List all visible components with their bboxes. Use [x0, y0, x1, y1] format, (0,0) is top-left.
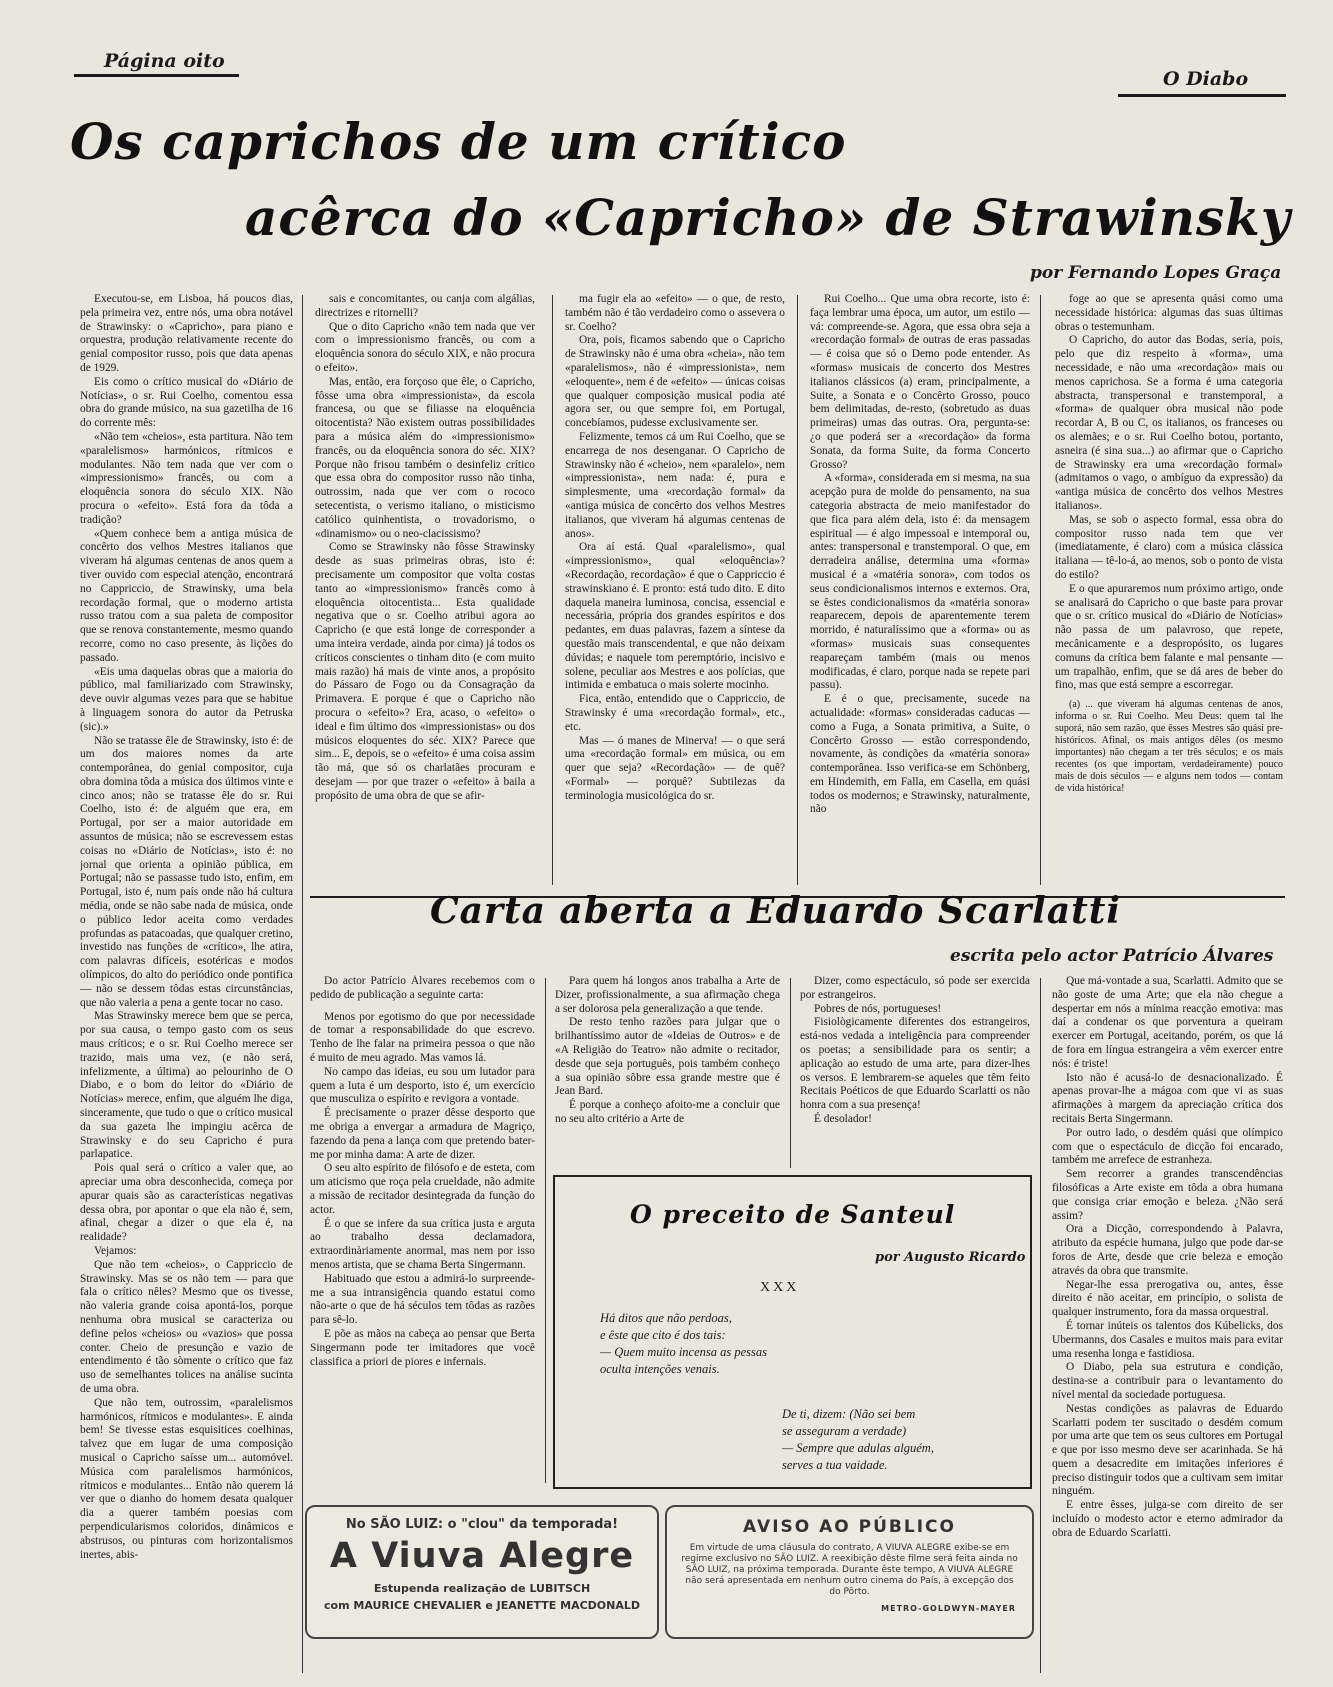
column-rule [545, 978, 546, 1483]
column-rule [1040, 978, 1041, 1673]
letter-column-3 [800, 975, 1030, 1165]
paragraph: Sem recorrer a grandes transcendências filosóficas a Arte existe em tôda a obra humana que consiga criar emoção e beleza. ¿Não será assim? [1052, 1168, 1283, 1222]
poem-byline: por Augusto Ricardo [875, 1250, 1026, 1265]
paragraph: Fica, então, entendido que o Cappriccio, de Strawinsky é uma «recordação formal», etc., etc. [565, 693, 785, 733]
paragraph: E o que apuraremos num próximo artigo, onde se analisará do Capricho o que baste para provar que o sr. crítico musical do «Diário de Notícias» não passa de um palavroso, que repete, mecânicamente e a despropósito, os lugares comuns da crítica bem falante e mal pensante — um trapalhão, enfim, que se dá ares de beber do fino, mas que está sempre a escorregar. [1055, 582, 1283, 692]
paragraph: De resto tenho razões para julgar que o brilhantíssimo autor de «Ideias de Outros» e de «A Religião do Teatro» não admite o recitador, desde que seja português, pois também conheço a sua opinião sôbre essa grande mestre que é Jean Bard. [555, 1016, 780, 1098]
article-title-line2: acêrca do «Capricho» de Strawinsky [245, 188, 1291, 247]
paragraph: Que não tem, outrossim, «paralelismos harmónicos, rítmicos e modulantes». E ainda bem! Se tivesse estas esquisitices coelhinas, talvez que em lugar de uma composição musical o Capricho saísse um... automóvel. Música com paralelismos harmónicos, rítmicos e modulantes... Então não querem lá ver que o dianho do homem desata qualquer dia a querer também poesias com perpendicularismos coloridos, dinâmicos e abstrusos, ou pinturas com horizontalismos inertes, abis- [80, 1396, 293, 1561]
paragraph: Isto não é acusá-lo de desnacionalizado. É apenas provar-lhe a mágoa com que vi as suas afirmações à margem da apreciação crítica dos recitais Berta Singermann. [1052, 1071, 1283, 1125]
letter-byline: escrita pelo actor Patrício Álvares [950, 946, 1274, 966]
paragraph: «Quem conhece bem a antiga música de concêrto dos velhos Mestres italianos que viveram há algumas centenas de anos quem a tiver ouvido com especial atenção, encontrará no Cappriccio, de Strawinsky, uma bela recordação formal, que o moderno artista russo tratou com a sua paleta de compositor que se renova constantemente, mesmo quando recorre, como no caso presente, às lições do passado. [80, 527, 293, 664]
paragraph: É o que se infere da sua crítica justa e arguta ao trabalho dessa declamadora, extraordinàriamente anormal, mas nem por isso menos artista, que se chama Berta Singermann. [310, 1217, 535, 1271]
paragraph: O Capricho, do autor das Bodas, seria, pois, pelo que diz respeito à «forma», uma necessidade, e não uma «recordação» mais ou menos caprichosa. Se a forma é uma categoria abstracta, transpersonal e transtemporal, a «forma» de qualquer obra musical não pode recordar A, B ou C, os italianos, os franceses ou os alemães; e o sr. Rui Coelho botou, portanto, asneira (é sina sua...) ao afirmar que o Capricho de Strawinsky era uma «recordação formal» (admitamos o vago, o ambíguo da expressão) da «antiga música de concêrto dos velhos Mestres italianos». [1055, 334, 1283, 512]
ad-director: Estupenda realização de LUBITSCH [373, 1582, 591, 1595]
paragraph: Para quem há longos anos trabalha a Arte de Dizer, profissionalmente, a sua afirmação chega a ser dolorosa pela generalização a que tende. [555, 975, 780, 1015]
column-rule [790, 978, 791, 1168]
column-rule [1040, 295, 1041, 885]
ad-aviso-publico [665, 1505, 1034, 1639]
ad-tagline: No SÃO LUIZ: o "clou" da temporada! [345, 1517, 619, 1532]
article-title-line1: Os caprichos de um crítico [70, 112, 847, 171]
column-rule [797, 295, 798, 885]
paragraph: «Não tem «cheios», esta partitura. Não tem «paralelismos» harmónicos, rítmicos e modulantes. Não tem nada que ver com o «impressionismo» francês, ou com a eloquência sonora do século XIX. Não procura o «efeito». Está fora da tôda a tradição? [80, 430, 293, 526]
paragraph: Mas Strawinsky merece bem que se perca, por sua causa, o tempo gasto com os seus maus críticos; e o sr. Rui Coelho merece ser trazido, mais uma vez, (e não será, infelizmente, a última) ao pelourinho de O Diabo, e o bom do leitor do «Diário de Notícias» merece, enfim, que alguém lhe diga, sinceramente, que tudo o que o crítico musical da sua gazeta lhe impingiu acêrca de Strawinsky e do seu Capricho é pura parlapatice. [80, 1010, 293, 1161]
paragraph: Habituado que estou a admirá-lo surpreende-me a sua intransigência quando estatui como não-arte o que de há séculos tem tôdas as razões para sê-lo. [310, 1272, 535, 1327]
paragraph: Fisiològicamente diferentes dos estrangeiros, está-nos vedada a inteligência para compreender os poetas; a sensibilidade para os sentir; a aplicação ao estudo de uma arte, para dizer-lhes os versos. E lembrarem-se aqueles que têm feito Recitais Poéticos de que Eduardo Scarlatti os não honra com a sua presença! [800, 1016, 1030, 1112]
poem-stanza-2: De ti, dizem: (Não sei bem se asseguram a verdade) — Sempre que adulas alguém, serves a tua vaidade. [782, 1407, 934, 1472]
paragraph: E põe as mãos na cabeça ao pensar que Berta Singermann pode ter imitadores que você classifica a priori de piores e infernais. [310, 1327, 535, 1368]
notice-body: Em virtude de uma cláusula do contrato, A VIUVA ALEGRE exibe-se em regime exclusivo no SÃO LUIZ. A reexibição dêste filme será feita ainda no SÃO LUIZ, na próxima temporada. Durante êste tempo, A VIUVA ALEGRE não será apresentada em nenhum outro cinema do País, à excepção dos do Pôrto. [681, 1543, 1018, 1597]
paper-name: O Diabo [1163, 68, 1249, 90]
paragraph: Que má-vontade a sua, Scarlatti. Admito que se não goste de uma Arte; que ela não chegue a despertar em nós a mínima reacção emotiva: mas daí a condenar os que porventura a queiram exercer em Portugal, aceitando, porém, os que lá de fora em língua estrangeira a vêm exercer entre nós: é triste! [1052, 975, 1283, 1070]
column-rule [552, 295, 553, 885]
paragraph: O seu alto espírito de filósofo e de esteta, com um aticismo que roça pela crueldade, não admite a missão de recitador desintegrada da função do actor. [310, 1162, 535, 1216]
paragraph: Por outro lado, o desdém quási que olímpico com que o espectáculo de dicção foi encarado, também me arrefece de estranheza. [1052, 1126, 1283, 1167]
poem-stanza-1: Há ditos que não perdoas, e êste que cito é dos tais: — Quem muito incensa as pessas oculta intenções venais. [600, 1311, 768, 1376]
paragraph: Dizer, como espectáculo, só pode ser exercida por estrangeiros. [800, 975, 1030, 1001]
article1-column-3 [565, 293, 785, 883]
paragraph: É porque a conheço afoito-me a concluir que no seu alto critério a Arte de [555, 1099, 780, 1125]
letter-title: Carta aberta a Eduardo Scarlatti [430, 890, 1122, 932]
header-rule-left [74, 74, 239, 77]
poem-title: O preceito de Santeul [630, 1200, 956, 1229]
paragraph: Que o dito Capricho «não tem nada que ver com o impressionismo francês, ou com a eloquência sonora do século XIX, e não procura o efeito». [315, 320, 535, 374]
paragraph: E é o que, precisamente, sucede na actualidade: «formas» consideradas caducas — como a Fuga, a Sonata primitiva, a Suite, o Concêrto Grosso — estão correspondendo, novamente, às condições da «matéria sonora» contemporânea. Isso verifica-se em Schönberg, em Hindemith, em Falla, em Casella, em quási todos os modernos; e Strawinsky, naturalmente, não [810, 693, 1030, 816]
footnote: (a) ... que viveram há algumas centenas de anos, informa o sr. Rui Coelho. Meu Deus: quem tal lhe suporá, não sem razão, que êsses Mestres são quási pre-históricos. Afinal, os mais antigos dêles (os mesmo importantes) não chegam a ter três séculos; e os mais recentes (os que importam, verdadeiramente) pouco mais de dois séculos — e alguns nem todos — contam de vida histórica! [1055, 699, 1283, 795]
letter-column-1 [310, 975, 535, 1485]
paragraph-list [80, 293, 293, 1562]
article1-column-1 [80, 293, 293, 1673]
paragraph: Pobres de nós, portugueses! [814, 1002, 942, 1015]
paragraph: Nestas condições as palavras de Eduardo Scarlatti podem ter suscitado o desdém comum por uma arte que tem os seus cultores em Portugal e que por isso mesmo deve ser acarinhada. Se há quem a desacredite em imitações inferiores é preciso distinguir todos que a cultivam sem imitar ninguém. [1052, 1402, 1283, 1498]
paragraph: sais e concomitantes, ou canja com algálias, directrizes e ritornelli? [315, 293, 535, 319]
paragraph: Rui Coelho... Que uma obra recorte, isto é: faça lembrar uma época, um autor, um estilo — vá: compreende-se. Agora, que essa obra seja a «recordação formal» de outras de eras passadas — é coisa que só o Demo pode entender. As «formas» musicais de concerto dos Mestres italianos clássicos (a) eram, principalmente, a Suite, a Sonata e o Concêrto Grosso, pouco bem delimitadas, de-resto, (sobretudo as duas primeiras) umas das outras. Ora, pergunta-se: ¿o que poderá ser a «recordação» da forma Sonata, da forma Suite, da forma Concerto Grosso? [810, 293, 1030, 471]
paragraph: Felizmente, temos cá um Rui Coelho, que se encarrega de nos desenganar. O Capricho de Strawinsky não é «cheio», nem «paralelo», nem «impressionista», nem nada: é, pura e simplesmente, uma «recordação formal» da «antiga música de concêrto dos velhos Mestres italianos, que viveram há algumas centenas de anos». [565, 430, 785, 540]
paragraph: E entre êsses, julga-se com direito de ser incluído o modesto actor e eterno admirador da obra de Eduardo Scarlatti. [1052, 1499, 1283, 1539]
paragraph: No campo das ideias, eu sou um lutador para quem a luta é um desporto, isto é, um exercício que musculiza o espírito e revigora a vontade. [310, 1065, 535, 1106]
poem-section: XXX [760, 1280, 800, 1295]
article1-column-4 [810, 293, 1030, 883]
paragraph: Negar-lhe essa prerogativa ou, antes, êsse direito é não aceitar, em princípio, o solista de qualquer instrumento, fora da massa orquestral. [1052, 1278, 1283, 1319]
paragraph: É precisamente o prazer dêsse desporto que me obriga a envergar a armadura de Magriço, fazendo da pena a lança com que pretendo bater-me por minha dama: A arte de dizer. [310, 1107, 535, 1161]
paragraph: Ora a Dicção, correspondendo à Palavra, atributo da espécie humana, julgo que pode dar-se foros de Arte, desde que crie beleza e emoção através da obra que transmite. [1052, 1223, 1283, 1277]
article1-column-2 [315, 293, 535, 883]
paragraph: É tornar inúteis os talentos dos Kúbelicks, dos Ubermanns, dos Casales e muitos mais para evitar uma resenha longa e fastidiosa. [1052, 1319, 1283, 1360]
paragraph: Mas, se sob o aspecto formal, essa obra do compositor russo nada tem que ver (imediatamente, é claro) com a música clássica italiana — tê-lo-á, ao menos, sob o ponto de vista do estilo? [1055, 513, 1283, 581]
ad-film-title: A Viuva Alegre [329, 1536, 635, 1576]
notice-title: AVISO AO PÚBLICO [743, 1517, 956, 1537]
letter-column-4 [1052, 975, 1283, 1675]
ad-cast: com MAURICE CHEVALIER e JEANETTE MACDONALD [324, 1599, 640, 1612]
paragraph: O Diabo, pela sua estrutura e condição, destina-se a contribuir para o levantamento do nível mental da sociedade portuguesa. [1052, 1361, 1283, 1401]
paragraph: Do actor Patrício Álvares recebemos com o pedido de publicação a seguinte carta: [310, 975, 535, 1001]
paragraph: Vejamos: [94, 1244, 137, 1257]
ad-viuva-alegre [305, 1505, 659, 1639]
header-rule-right [1118, 94, 1286, 97]
letter-column-2 [555, 975, 780, 1165]
paragraph: Pois qual será o crítico a valer que, ao apreciar uma obra desconhecida, começa por apurar quais são as características negativas dessa obra, por apontar o que ela não é, sem, afinal, chegar a dizer o que ela é, na realidade? [80, 1162, 293, 1244]
notice-footer: METRO-GOLDWYN-MAYER [881, 1604, 1016, 1613]
paragraph: foge ao que se apresenta quási como uma necessidade histórica: algumas das suas últimas obras o testemunham. [1055, 293, 1283, 333]
paragraph: Menos por egotismo do que por necessidade de tomar a responsabilidade do que escrevo. Tenho de lhe falar na primeira pessoa o que não é muito de meu agrado. Mas vamos lá. [310, 1010, 535, 1064]
article-byline: por Fernando Lopes Graça [1030, 263, 1282, 283]
paragraph: Não se tratasse êle de Strawinsky, isto é: de um dos maiores nomes da arte contemporânea, do genial compositor, cuja obra domina tôda a música dos últimos vinte e cinco anos; não se tratasse êle do sr. Rui Coelho, isto é: de alguém que era, em Portugal, por ser a maior autoridade em assuntos de música; não se escrevessem estas coisas no «Diário de Notícias», isto é: no jornal que orienta a opinião pública, em Portugal; não se passasse tudo isto, enfim, em Portugal, isto é, num país onde não há cultura média, onde se não sabe nada de música, onde o público ledor aceita como verdades profundas as patacoadas, que qualquer cretino, investido nas funções de «crítico», lhe atira, com palavras difíceis, esotéricas e modos olímpicos, do alto do periódico onde pontifica — não se dessem tôdas estas circunstâncias, que não valeria a pena a gente tocar no caso. [80, 734, 293, 1009]
paragraph: Eis como o crítico musical do «Diário de Notícias», o sr. Rui Coelho, comentou essa obra do grande músico, na sua gazetilha de 16 do corrente mês: [80, 375, 293, 430]
paragraph: Executou-se, em Lisboa, há poucos dias, pela primeira vez, entre nós, uma obra notável de Strawinsky: o «Capricho», para piano e orquestra, produção relativamente recente do genial compositor russo, pois que data apenas de 1929. [80, 293, 293, 374]
paragraph: Mas — ó manes de Minerva! — o que será uma «recordação formal» em música, ou em quer que seja? «Recordação» — de quê? «Formal» — porquê? Subtilezas da terminologia musicológica do sr. [565, 734, 785, 802]
paragraph: Ora aí está. Qual «paralelismo», qual «impressionismo», qual «eloquência»? «Recordação, recordação» é que o Cappriccio é strawinskiano é. E pronto: está tudo dito. E dito daquela maneira luminosa, concisa, essencial e necessária, própria dos grandes espíritos e dos pedantes, em duas palavras, fazem a síntese da questão mais transcendental, e que não deixam dúvidas; e naquele tom peremptório, incisivo e solene, peculiar aos Mestres e aos polícias, que intimida e embatuca o mais solerte mocinho. [565, 541, 785, 692]
paragraph: Que não tem «cheios», o Cappriccio de Strawinsky. Mas se os não tem — para que fala o crítico nêles? Mesmo que os tivesse, não valeria grande coisa apontá-los, porque nenhuma obra musical se caracteriza ou define pelos «cheios» ou «vazios» que possa conter. Cheio de presunção e vazio de entendimento é tão sòmente o crítico que faz uso de semelhantes tolices na análise sucinta de uma obra. [80, 1258, 293, 1395]
column-rule [302, 295, 303, 1673]
paragraph: Ora, pois, ficamos sabendo que o Capricho de Strawinsky não é uma obra «cheia», não tem «paralelismos», não é «impressionista», nem «eloquente», nem é de «efeito» — únicas coisas que qualquer composição musical podia até agora ser, ou que sempre foi, em Portugal, concebíamos, pudesse exclusivamente ser. [565, 334, 785, 430]
paragraph: «Eis uma daquelas obras que a maioria do público, mal familiarizado com Strawinsky, deve ouvir algumas vezes para que se habitue à linguagem sonora do autor da Petruska (sic).» [80, 665, 293, 733]
paragraph: Mas, então, era forçoso que êle, o Capricho, fôsse uma obra «impressionista», da escola francesa, ou que se filiasse na eloquência oitocentista? Não existem outras possibilidades para a música além do «impressionismo» francês, ou da eloquência sonora do séc. XIX? Porque não frisou também o desinfeliz crítico que essa obra do compositor russo não tinha, outrossim, nada que ver com o rococo setecentista, o verismo italiano, o misticismo católico quinhentista, o trovadorismo, o «dinamismo» ou o neo-clacissismo? [315, 375, 535, 540]
article1-column-5 [1055, 293, 1283, 883]
paragraph: A «forma», considerada em si mesma, na sua acepção pura de molde do pensamento, na sua categoria abstracta de meio manifestador do que fica para além dela, isto é: da mensagem espiritual — é algo impessoal e intemporal ou, antes: transpersonal e transtemporal. O que, em derradeira análise, determina uma «forma» musical é a «matéria sonora», com todos os seus condicionalismos internos e externos. Ora, se êstes condicionalismos da «matéria sonora» reaparecem, depois de aparentemente terem morrido, é naturalíssimo que a «forma» ou as «formas» musicais suas consequentes reapareçam também (mais ou menos modificadas, é claro, porque nada se repete pari passu). [810, 472, 1030, 692]
page-label: Página oito [104, 50, 225, 72]
paragraph: É desolador! [814, 1112, 872, 1125]
paragraph: ma fugir ela ao «efeito» — o que, de resto, também não é tão verdadeiro como o assevera o sr. Coelho? [565, 293, 785, 333]
paragraph: Como se Strawinsky não fôsse Strawinsky desde as suas primeiras obras, isto é: precisamente um compositor que volta costas tanto ao «impressionismo» francês como à eloquência oitocentista... Esta qualidade negativa que o sr. Coelho atribui agora ao Capricho (e que está longe de corresponder a uma inteira verdade, ainda por cima) já todos os críticos conscientes o tinham dito (e com muito mais razão) há mais de vinte anos, a propósito do Pássaro de Fogo ou da Consagração da Primavera. E porque é que o Capricho não procura o «efeito»? Era, acaso, o «efeito» o ideal e fim último dos «impressionistas» ou dos músicos eloquentes do séc. XIX? Parece que sim... E, depois, se o «efeito» é uma coisa assim tão má, que só os charlatães procuram e desejam — por que trazer o «efeito» à baila a propósito de uma obra de que se afir- [315, 541, 535, 802]
